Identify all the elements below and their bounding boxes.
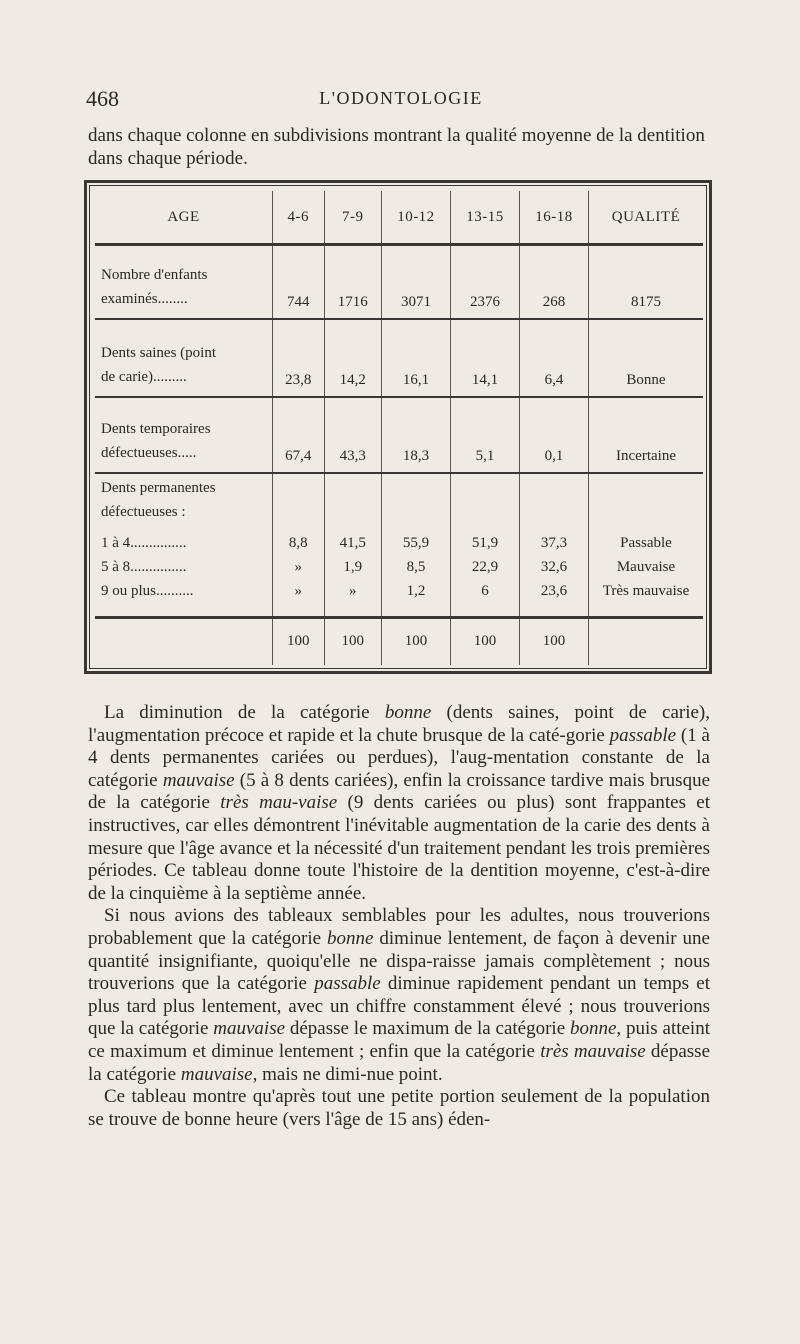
table-row-1-a-4: [95, 531, 703, 555]
cell: »: [324, 579, 381, 603]
table-row-saines: [95, 319, 703, 397]
cell-quality: 8175: [589, 245, 704, 319]
cell-quality: Bonne: [589, 319, 704, 397]
row-label: Dents temporaires défectueuses.....: [95, 397, 273, 473]
table-row-total: [95, 617, 703, 665]
intro-text: dans chaque colonne en subdivisions montrant la qualité moyenne de la dentition dans chaque période.: [88, 125, 705, 169]
cell: 22,9: [450, 555, 519, 579]
cell: 16,1: [381, 319, 450, 397]
body-text: [88, 702, 710, 1131]
header-4-6: 4-6: [273, 191, 325, 245]
row-label: Dents saines (point de carie).........: [95, 319, 273, 397]
table-header-row: [95, 191, 703, 245]
cell: 18,3: [381, 397, 450, 473]
cell-total: 100: [450, 617, 519, 665]
header-10-12: 10-12: [381, 191, 450, 245]
cell: 23,8: [273, 319, 325, 397]
cell: 1,9: [324, 555, 381, 579]
cell: 6: [450, 579, 519, 603]
table-row-5-a-8: [95, 555, 703, 579]
table-row-permanentes-heading: [95, 473, 703, 531]
cell: 2376: [450, 245, 519, 319]
cell: 1716: [324, 245, 381, 319]
cell: 744: [273, 245, 325, 319]
cell-quality: Très mauvaise: [589, 579, 704, 603]
cell: 37,3: [519, 531, 588, 555]
cell: 43,3: [324, 397, 381, 473]
row-label: Dents permanentes défectueuses :: [101, 480, 216, 521]
cell: 6,4: [519, 319, 588, 397]
cell: »: [273, 555, 325, 579]
cell: 0,1: [519, 397, 588, 473]
cell-quality: Passable: [589, 531, 704, 555]
cell: 14,1: [450, 319, 519, 397]
cell-total: 100: [519, 617, 588, 665]
paragraph-2: Si nous avions des tableaux semblables pour les adultes, nous trouverions probablement que la catégorie bonne diminue lentement, de façon à devenir une quantité insignifiante, quoiqu'elle ne dispa-raisse jamais complètement ; nous trouverions que la catégorie passable diminue rapidement pendant un temps et plus tard plus lentement, avec un chiffre constamment élevé ; nous trouverions que la catégorie mauvaise dépasse le maximum de la catégorie bonne, puis atteint ce maximum et diminue lentement ; enfin que la catégorie très mauvaise dépasse la catégorie mauvaise, mais ne dimi-nue point.: [88, 905, 711, 1085]
cell-total: 100: [381, 617, 450, 665]
cell: 67,4: [273, 397, 325, 473]
table-row-9-ou-plus: [95, 579, 703, 603]
cell-quality: Mauvaise: [589, 555, 704, 579]
header-7-9: 7-9: [324, 191, 381, 245]
dentition-table: [95, 191, 703, 665]
cell: 5,1: [450, 397, 519, 473]
header-16-18: 16-18: [519, 191, 588, 245]
header-age: AGE: [95, 191, 273, 245]
cell: 55,9: [381, 531, 450, 555]
statistics-table-frame: [84, 180, 712, 674]
cell-quality: Incertaine: [589, 397, 704, 473]
cell: 268: [519, 245, 588, 319]
cell: 1,2: [381, 579, 450, 603]
cell: 8,5: [381, 555, 450, 579]
row-label: 5 à 8...............: [101, 559, 187, 576]
paragraph-3: Ce tableau montre qu'après tout une petite portion seulement de la population se trouve de bonne heure (vers l'âge de 15 ans) éden-: [88, 1086, 710, 1130]
page-number: 468: [86, 86, 119, 111]
running-title: L'ODONTOLOGIE: [319, 88, 483, 108]
cell-total: 100: [324, 617, 381, 665]
paragraph-1: La diminution de la catégorie bonne (dents saines, point de carie), l'augmentation précoce et rapide et la chute brusque de la caté-gorie passable (1 à 4 dents permanentes cariées ou perdues), l'aug-mentation constante de la catégorie mauvaise (5 à 8 dents cariées), enfin la croissance tardive mais brusque de la catégorie très mau-vaise (9 dents cariées ou plus) sont frappantes et instructives, car elles démontrent l'inévitable augmentation de la carie des dents à mesure que l'âge avance et la nécessité d'un traitement pendant les trois premières périodes. Ce tableau donne toute l'histoire de la dentition moyenne, c'est-à-dire de la cinquième à la septième année.: [88, 702, 710, 904]
cell: 8,8: [273, 531, 325, 555]
cell: 3071: [381, 245, 450, 319]
header-13-15: 13-15: [450, 191, 519, 245]
row-label: Nombre d'enfants examinés........: [95, 245, 273, 319]
table-row-examines: [95, 245, 703, 319]
table-row-temporaires: [95, 397, 703, 473]
row-label: 1 à 4...............: [101, 535, 187, 552]
cell: 32,6: [519, 555, 588, 579]
header-qualite: QUALITÉ: [589, 191, 704, 245]
cell: 41,5: [324, 531, 381, 555]
row-label: 9 ou plus..........: [101, 583, 194, 600]
cell: 14,2: [324, 319, 381, 397]
intro-paragraph: [88, 124, 728, 170]
page-header: [86, 86, 716, 114]
cell: 51,9: [450, 531, 519, 555]
cell: 23,6: [519, 579, 588, 603]
cell-total: 100: [273, 617, 325, 665]
cell: »: [273, 579, 325, 603]
